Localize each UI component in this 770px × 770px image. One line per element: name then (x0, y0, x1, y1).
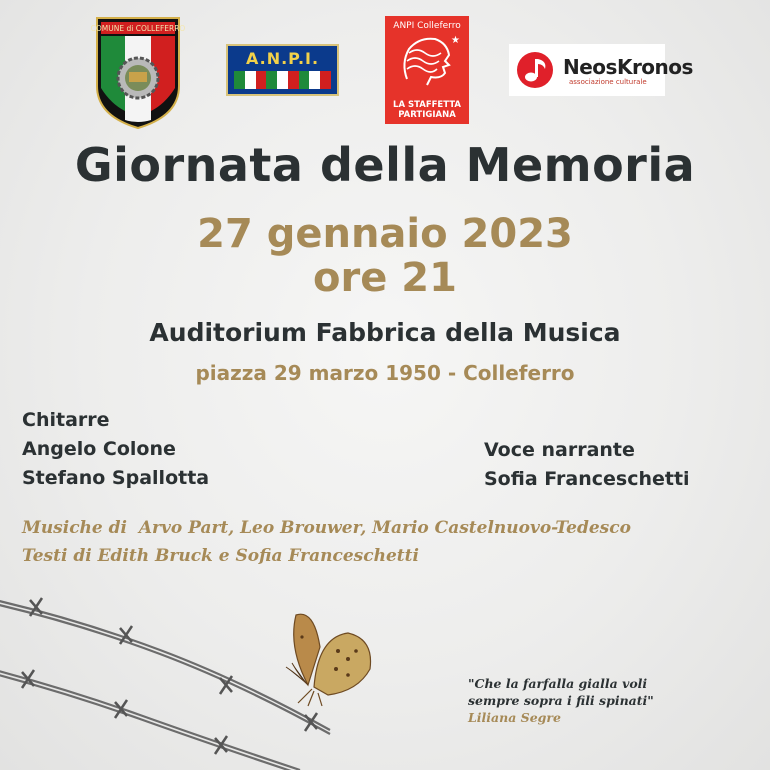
staffetta-face-icon (397, 33, 460, 89)
comune-colleferro-logo (90, 16, 186, 130)
guitarist-2: Stefano Spallotta (22, 467, 210, 489)
guitarist-1: Angelo Colone (22, 438, 176, 460)
anpi-logo (226, 44, 339, 96)
event-time: ore 21 (313, 255, 457, 301)
guitars-credits (22, 406, 209, 493)
event-title: Giornata della Memoria (74, 138, 696, 192)
anpi-logo-text: A.N.P.I. (245, 49, 320, 68)
svg-text:★: ★ (451, 35, 460, 46)
narrator-label: Voce narrante (484, 439, 635, 461)
staffetta-logo-top-text: ANPI Colleferro (393, 21, 461, 31)
neoskronos-name: NeosKronos (563, 55, 693, 79)
narrator-credits (484, 436, 690, 494)
event-date-time (0, 212, 770, 300)
music-line: Musiche di Arvo Part, Leo Brouwer, Mario Castelnuovo-Tedesco (22, 518, 631, 538)
neoskronos-note-icon (515, 50, 555, 90)
comune-logo-text: COMUNE di COLLEFERRO (90, 24, 186, 33)
anpi-flag-stripes (234, 71, 331, 89)
event-date: 27 gennaio 2023 (197, 211, 573, 257)
event-address: piazza 29 marzo 1950 - Colleferro (195, 361, 575, 385)
narrator-name: Sofia Franceschetti (484, 468, 690, 490)
neoskronos-subtitle: associazione culturale (569, 78, 647, 86)
texts-line: Testi di Edith Bruck e Sofia Franceschetti (22, 546, 419, 566)
quote-line-2: sempre sopra i fili spinati" (468, 693, 654, 708)
neoskronos-logo (509, 44, 693, 96)
staffetta-partigiana-logo (385, 16, 469, 124)
event-venue: Auditorium Fabbrica della Musica (149, 318, 621, 347)
staffetta-logo-line1: LA STAFFETTA (393, 100, 461, 110)
guitars-label: Chitarre (22, 409, 110, 431)
quote-author: Liliana Segre (468, 710, 561, 725)
segre-quote (468, 675, 654, 726)
staffetta-logo-line2: PARTIGIANA (398, 110, 456, 120)
butterfly-illustration (278, 607, 388, 707)
program-notes (22, 514, 631, 570)
quote-line-1: "Che la farfalla gialla voli (468, 676, 648, 691)
